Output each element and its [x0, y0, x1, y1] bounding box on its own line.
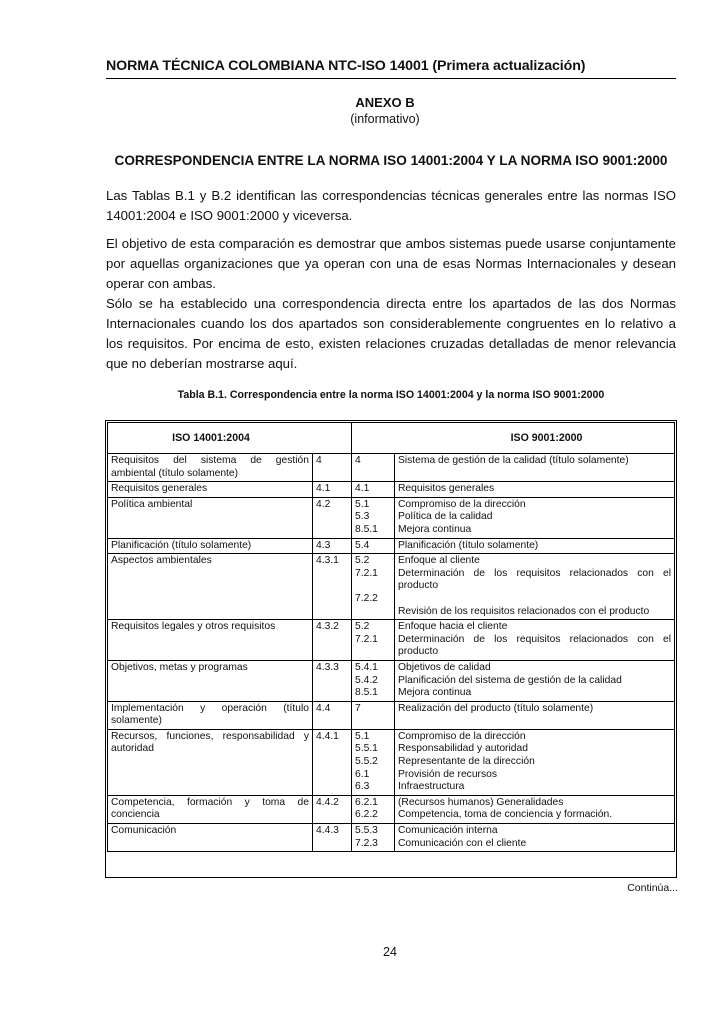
table-caption: Tabla B.1. Correspondencia entre la norma ISO 14001:2004 y la norma ISO 9001:2000	[177, 389, 605, 401]
iso14001-requirement: Implementación y operación (título solamente)	[108, 701, 313, 729]
iso9001-title: Enfoque al cliente	[398, 555, 480, 567]
annex-title: ANEXO B	[355, 95, 415, 110]
iso9001-clause: 6.2.2	[355, 809, 378, 821]
iso9001-clause: 5.5.3	[355, 825, 378, 837]
iso9001-titles	[395, 554, 675, 620]
iso9001-clauses	[352, 554, 395, 620]
iso9001-clause: 4.1	[355, 483, 370, 495]
iso9001-clause: 6.2.1	[355, 796, 378, 808]
iso9001-title: Representante de la dirección	[398, 756, 535, 768]
iso14001-clause: 4.1	[313, 482, 352, 498]
iso14001-clause: 4.3.1	[313, 554, 352, 620]
iso9001-clauses	[352, 660, 395, 701]
iso9001-clauses	[352, 538, 395, 554]
iso9001-titles	[395, 729, 675, 795]
iso9001-clause: 5.2	[355, 621, 370, 633]
iso14001-requirement: Objetivos, metas y programas	[108, 660, 313, 701]
iso14001-clause: 4.4.2	[313, 795, 352, 823]
iso9001-title: Planificación (título solamente)	[398, 539, 539, 551]
iso14001-requirement: Requisitos generales	[108, 482, 313, 498]
paragraph-1: Las Tablas B.1 y B.2 identifican las correspondencias técnicas generales entre las normas ISO 14001:2004 e ISO 9001:2000 y viceversa.	[106, 188, 676, 223]
iso14001-requirement: Aspectos ambientales	[108, 554, 313, 620]
page-number: 24	[383, 945, 397, 959]
iso14001-requirement: Planificación (título solamente)	[108, 538, 313, 554]
iso9001-title	[398, 593, 671, 606]
iso14001-clause: 4.3.3	[313, 660, 352, 701]
iso14001-clause: 4.2	[313, 497, 352, 538]
iso9001-title: Mejora continua	[398, 687, 472, 699]
iso9001-title: Determinación de los requisitos relacionados con el producto	[398, 633, 671, 658]
iso9001-title: Determinación de los requisitos relacionados con el producto	[398, 567, 671, 592]
iso9001-titles	[395, 482, 675, 498]
iso14001-clause: 4	[313, 454, 352, 482]
iso9001-clauses	[352, 482, 395, 498]
iso9001-title: Objetivos de calidad	[398, 661, 491, 673]
iso9001-clause: 7.2.1	[355, 567, 378, 579]
iso9001-clause: 6.1	[355, 768, 370, 780]
iso9001-titles	[395, 660, 675, 701]
running-header: NORMA TÉCNICA COLOMBIANA NTC-ISO 14001 (Primera actualización)	[106, 58, 586, 74]
iso14001-requirement: Recursos, funciones, responsabilidad y autoridad	[108, 729, 313, 795]
iso9001-title: Provisión de recursos	[398, 768, 498, 780]
iso9001-titles	[395, 795, 675, 823]
header-iso9001: ISO 9001:2000	[352, 423, 675, 454]
iso9001-title: Comunicación con el cliente	[398, 837, 527, 849]
iso9001-clause: 5.2	[355, 555, 370, 567]
iso9001-clause: 5.1	[355, 498, 370, 510]
iso9001-title: Competencia, toma de conciencia y formación.	[398, 809, 613, 821]
header-rule	[106, 78, 676, 79]
iso9001-title: (Recursos humanos) Generalidades	[398, 796, 564, 808]
table-row	[108, 620, 675, 661]
iso14001-requirement: Requisitos legales y otros requisitos	[108, 620, 313, 661]
iso9001-clause: 5.3	[355, 511, 370, 523]
annex-subtitle: (informativo)	[350, 112, 420, 126]
iso9001-clause: 6.3	[355, 781, 370, 793]
table-row	[108, 729, 675, 795]
iso9001-clause: 5.4.2	[355, 674, 378, 686]
table-row	[108, 538, 675, 554]
iso14001-clause: 4.4	[313, 701, 352, 729]
continues-note: Continúa...	[627, 882, 678, 894]
iso9001-title: Responsabilidad y autoridad	[398, 743, 528, 755]
iso9001-title: Compromiso de la dirección	[398, 498, 526, 510]
table-row	[108, 454, 675, 482]
header-iso14001: ISO 14001:2004	[108, 423, 352, 454]
iso14001-requirement: Requisitos del sistema de gestión ambiental (título solamente)	[108, 454, 313, 482]
iso14001-clause: 4.4.1	[313, 729, 352, 795]
iso9001-clauses	[352, 729, 395, 795]
iso9001-title: Planificación del sistema de gestión de la calidad	[398, 674, 622, 686]
table-row	[108, 660, 675, 701]
table-row	[108, 482, 675, 498]
iso9001-clause: 7.2.3	[355, 837, 378, 849]
table-row	[108, 497, 675, 538]
iso9001-title: Mejora continua	[398, 523, 472, 535]
iso9001-titles	[395, 454, 675, 482]
iso9001-titles	[395, 497, 675, 538]
iso9001-titles	[395, 701, 675, 729]
iso9001-clause: 4	[355, 455, 361, 466]
iso9001-clauses	[352, 454, 395, 482]
iso9001-title: Revisión de los requisitos relacionados con el producto	[398, 605, 650, 617]
table-row	[108, 795, 675, 823]
iso9001-clause: 5.4.1	[355, 661, 378, 673]
iso9001-titles	[395, 620, 675, 661]
iso9001-clause: 7	[355, 702, 361, 714]
iso9001-clause: 7.2.1	[355, 633, 378, 645]
iso14001-requirement: Comunicación	[108, 824, 313, 852]
paragraph-2: El objetivo de esta comparación es demostrar que ambos sistemas puede usarse conjuntamente por aquellas organizaciones que ya operan con una de esas Normas Internacionales y desean operar con ambas.	[106, 236, 676, 291]
iso9001-title: Infraestructura	[398, 781, 465, 793]
correspondence-table	[107, 422, 675, 852]
paragraph-3: Sólo se ha establecido una correspondencia directa entre los apartados de las dos Normas Internacionales cuando los dos apartados son considerablemente congruentes en lo relativo a los requisitos. Por encima de esto, existen relaciones cruzadas detalladas de menor relevancia que no deberían mostrarse aquí.	[106, 296, 676, 371]
iso9001-title: Comunicación interna	[398, 825, 498, 837]
iso9001-clause: 8.5.1	[355, 687, 378, 699]
iso9001-clause: 8.5.1	[355, 523, 378, 535]
table-row	[108, 824, 675, 852]
iso9001-clauses	[352, 795, 395, 823]
iso9001-title: Compromiso de la dirección	[398, 730, 526, 742]
iso9001-title: Realización del producto (título solamente)	[398, 702, 594, 714]
iso14001-clause: 4.4.3	[313, 824, 352, 852]
iso9001-titles	[395, 824, 675, 852]
iso14001-requirement: Competencia, formación y toma de conciencia	[108, 795, 313, 823]
iso9001-title: Enfoque hacia el cliente	[398, 621, 508, 633]
iso9001-clause	[355, 580, 391, 593]
iso9001-clauses	[352, 701, 395, 729]
iso9001-clauses	[352, 620, 395, 661]
iso9001-clauses	[352, 497, 395, 538]
iso9001-titles	[395, 538, 675, 554]
iso14001-requirement: Política ambiental	[108, 497, 313, 538]
section-title: CORRESPONDENCIA ENTRE LA NORMA ISO 14001:2004 Y LA NORMA ISO 9001:2000	[114, 153, 668, 168]
table-header-row	[108, 423, 675, 454]
correspondence-table-frame	[105, 420, 677, 878]
iso9001-clause: 5.5.2	[355, 756, 378, 768]
iso9001-clause: 5.4	[355, 539, 370, 551]
iso9001-title: Requisitos generales	[398, 483, 495, 495]
iso9001-clause: 7.2.2	[355, 592, 378, 604]
table-row	[108, 701, 675, 729]
iso9001-clauses	[352, 824, 395, 852]
table-row	[108, 554, 675, 620]
iso14001-clause: 4.3	[313, 538, 352, 554]
iso9001-clause: 5.5.1	[355, 743, 378, 755]
iso9001-title: Política de la calidad	[398, 511, 493, 523]
iso9001-clause: 5.1	[355, 730, 370, 742]
iso9001-title: Sistema de gestión de la calidad (título solamente)	[398, 455, 629, 466]
iso14001-clause: 4.3.2	[313, 620, 352, 661]
